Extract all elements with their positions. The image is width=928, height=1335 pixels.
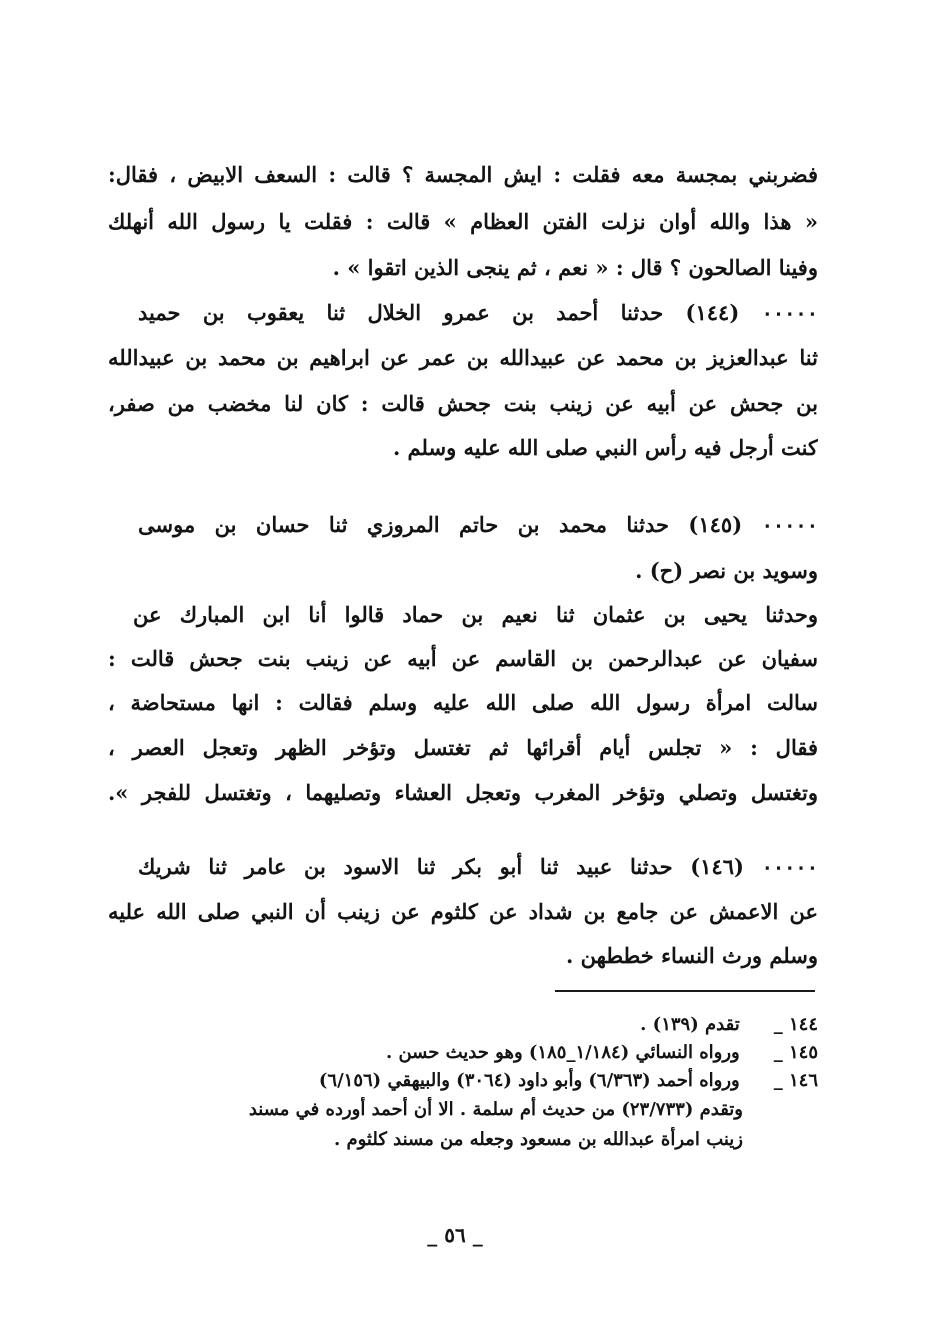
- footnote-144: [640, 1012, 818, 1038]
- body-line: « هذا والله أوان نزلت الفتن العظام » قالت : فقلت يا رسول الله أنهلك: [108, 209, 818, 234]
- body-line: ثنا عبدالعزيز بن محمد عن عبيدالله بن عمر عن ابراهيم بن محمد بن عبيدالله: [108, 345, 818, 370]
- footnote-number: ١٤٤ _: [773, 1014, 818, 1035]
- body-line: بن جحش عن أبيه عن زينب بنت جحش قالت : كان لنا مخضب من صفر،: [108, 391, 818, 416]
- hadith-144-line: ٠٠٠٠٠ (١٤٤) حدثنا أحمد بن عمرو الخلال ثنا يعقوب بن حميد: [138, 300, 818, 325]
- body-line: وحدثنا يحيى بن عثمان ثنا نعيم بن حماد قالوا أنا ابن المبارك عن: [133, 602, 818, 627]
- body-line: وفينا الصالحون ؟ قال : « نعم ، ثم ينجى الذين اتقوا » .: [332, 255, 818, 280]
- footnote-text: ورواه النسائي (١/١٨٤_١٨٥) وهو حديث حسن .: [385, 1042, 740, 1063]
- hadith-146-line: ٠٠٠٠٠ (١٤٦) حدثنا عبيد ثنا أبو بكر ثنا الاسود بن عامر ثنا شريك: [138, 854, 818, 879]
- body-line: فقال : « تجلس أيام أقرائها ثم تغتسل وتؤخر الظهر وتعجل العصر ،: [108, 735, 818, 760]
- hadith-145-line: ٠٠٠٠٠ (١٤٥) حدثنا محمد بن حاتم المروزي ثنا حسان بن موسى: [138, 512, 818, 537]
- page-number: _ ٥٦ _: [427, 1223, 483, 1247]
- footnote-continuation-line: وتقدم (٢٣/٧٣٣) من حديث أم سلمة . الا أن أحمد أورده في مسند: [248, 1099, 743, 1120]
- footnote-146: [319, 1068, 818, 1094]
- body-line: وسويد بن نصر (ح) .: [635, 558, 818, 583]
- body-line: وسلم ورث النساء خططهن .: [566, 943, 818, 968]
- body-line: كنت أرجل فيه رأس النبي صلى الله عليه وسلم .: [392, 435, 818, 460]
- footnote-number: ١٤٥ _: [773, 1042, 818, 1063]
- footnote-divider: [555, 990, 815, 992]
- footnote-number: ١٤٦ _: [773, 1070, 818, 1091]
- body-line: سالت امرأة رسول الله صلى الله عليه وسلم فقالت : انها مستحاضة ،: [108, 690, 818, 715]
- footnote-continuation-line: زينب امرأة عبدالله بن مسعود وجعله من مسند كلثوم .: [333, 1129, 743, 1150]
- footnote-145: [386, 1040, 818, 1066]
- body-line: سفيان عن عبدالرحمن بن القاسم عن أبيه عن زينب بنت جحش قالت :: [108, 646, 818, 671]
- body-line: وتغتسل وتصلي وتؤخر المغرب وتعجل العشاء وتصليهما ، وتغتسل للفجر ».: [108, 780, 818, 805]
- footnote-text: ورواه أحمد (٦/٣٦٣) وأبو داود (٣٠٦٤) والبيهقي (٦/١٥٦): [318, 1070, 740, 1091]
- footnote-text: تقدم (١٣٩) .: [640, 1014, 740, 1035]
- body-line: عن الاعمش عن جامع بن شداد عن كلثوم عن زينب أن النبي صلى الله عليه: [108, 899, 818, 924]
- body-line: فضربني بمجسة معه فقلت : ايش المجسة ؟ قالت : السعف الابيض ، فقال:: [108, 162, 818, 187]
